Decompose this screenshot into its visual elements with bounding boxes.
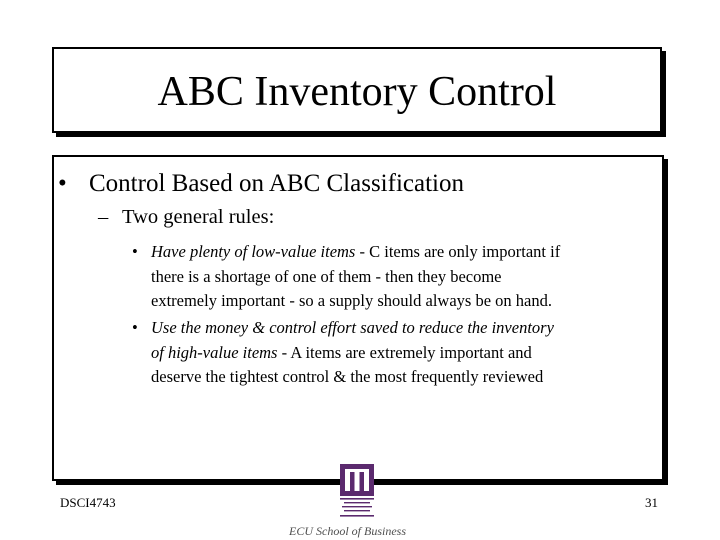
rule-line: deserve the tightest control & the most frequently reviewed: [151, 367, 544, 386]
rule-line: [151, 341, 532, 366]
bullet-text: Control Based on ABC Classification: [89, 170, 464, 197]
title-box: [52, 47, 662, 133]
ecu-university-logo-icon: [336, 462, 378, 520]
rule-text: - C items are only important if: [355, 242, 561, 261]
rule-line: extremely important - so a supply should always be on hand.: [151, 291, 552, 310]
rule-italic-text: of high-value items: [151, 342, 278, 362]
course-code: DSCI4743: [60, 495, 116, 510]
bullet-marker: •: [58, 170, 67, 197]
rule-line: [151, 240, 560, 265]
rule-italic-text: Have plenty of low-value items: [151, 242, 356, 261]
school-name: ECU School of Business: [289, 524, 406, 538]
rule-bullet-marker: •: [132, 318, 138, 337]
page-number: 31: [645, 495, 658, 510]
rule-text: - A items are extremely important and: [277, 342, 532, 362]
dash-marker: –: [98, 206, 109, 228]
rule-bullet-marker: •: [132, 242, 138, 261]
slide-title: ABC Inventory Control: [157, 69, 557, 115]
rule-line: there is a shortage of one of them - then they become: [151, 266, 502, 286]
rule-line: Use the money & control effort saved to reduce the inventory: [151, 318, 554, 337]
sub-bullet-text: Two general rules:: [122, 206, 275, 228]
